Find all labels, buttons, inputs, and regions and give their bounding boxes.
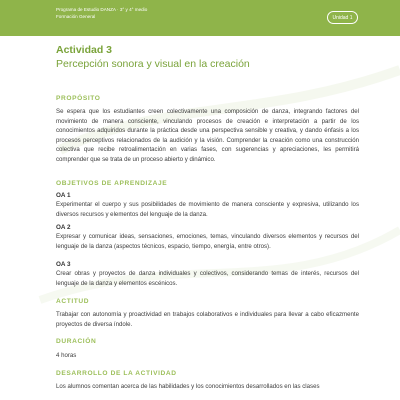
oa3-label: OA 3 (56, 261, 71, 268)
section-duracion-title: DURACIÓN (56, 338, 97, 345)
activity-subtitle: Percepción sonora y visual en la creación (56, 58, 250, 70)
oa1-text: Experimentar el cuerpo y sus posibilidades de movimiento de manera consciente y expresiva, utilizando los diversos recursos y elementos del lenguaje de la danza. (56, 201, 359, 218)
program-info (56, 6, 147, 20)
section-proposito-text: Se espera que los estudiantes creen colectivamente una composición de danza, integrando factores del movimiento de manera consciente, vinculando procesos de creación e interpretación a partir de los conocimientos adquiridos durante la práctica desde una perspectiva sensible y creativa, y dando énfasis a los procesos perceptivos relacionados de la audición y la visión. Comprender la creación como una construcción colectiva que recibe retroalimentación en varias fases, con sugerencias y apreciaciones, les permitirá comprender que se trata de un proceso abierto y dinámico. (56, 108, 359, 163)
section-desarrollo-text: Los alumnos comentan acerca de las habilidades y los conocimientos desarrollados en las clases (56, 383, 320, 390)
oa2-text: Expresar y comunicar ideas, sensaciones, emociones, temas, vinculando diversos elementos y recursos del lenguaje de la danza (aspectos técnicos, espacio, tiempo, energía, entre otros). (56, 233, 359, 250)
section-desarrollo-title: DESARROLLO DE LA ACTIVIDAD (56, 370, 177, 377)
section-proposito-title: PROPÓSITO (56, 95, 101, 102)
program-line-2: Formación General (56, 14, 96, 19)
section-oa-title: OBJETIVOS DE APRENDIZAJE (56, 180, 168, 187)
section-duracion-text: 4 horas (56, 352, 77, 359)
section-actitud-text: Trabajar con autonomía y proactividad en trabajos colaborativos e individuales para llevar a cabo eficazmente proyectos de diversa índole. (56, 311, 359, 328)
activity-title: Actividad 3 (56, 44, 113, 56)
oa3-text: Crear obras y proyectos de danza individuales y colectivos, considerando temas de interés, recursos del lenguaje de la danza y elementos escénicos. (56, 270, 359, 287)
page-header (0, 0, 400, 36)
unit-badge: Unidad 1 (327, 11, 358, 24)
section-actitud-title: ACTITUD (56, 298, 90, 305)
oa2-label: OA 2 (56, 224, 71, 231)
program-line-1: Programa de Estudio DANZA · 3° y 4° medio (56, 7, 148, 12)
oa1-label: OA 1 (56, 192, 71, 199)
